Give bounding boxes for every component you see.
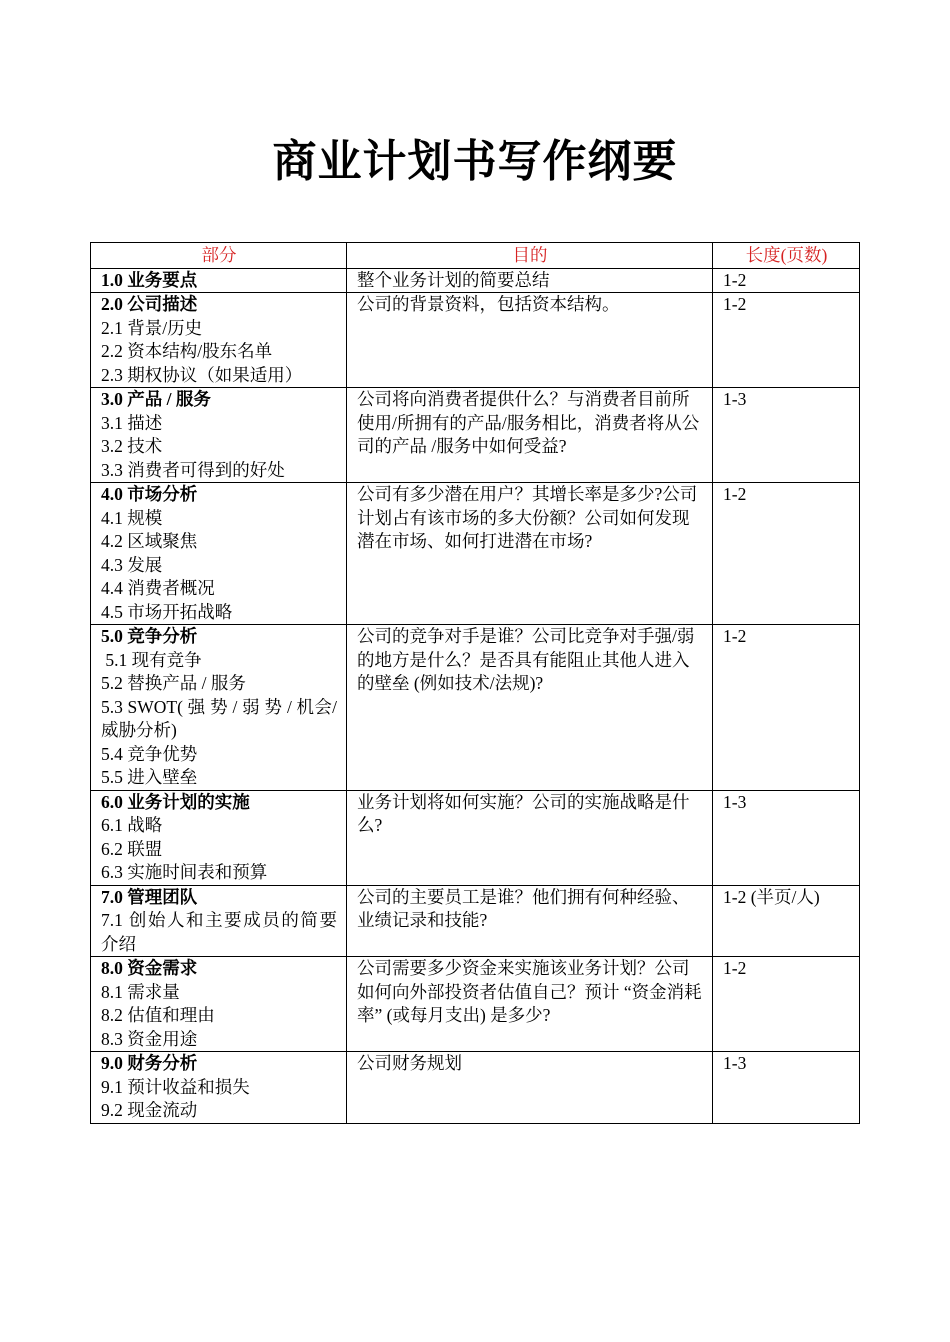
section-heading: 3.0 产品 / 服务 (101, 389, 211, 409)
table-row (91, 957, 860, 1052)
subsection-item: 6.1 战略 (101, 815, 163, 835)
header-length: 长度(页数) (713, 243, 860, 269)
part-cell (91, 1052, 347, 1124)
part-cell (91, 268, 347, 293)
part-cell (91, 957, 347, 1052)
section-heading: 2.0 公司描述 (101, 294, 198, 314)
subsection-item: 4.4 消费者概况 (101, 578, 215, 598)
part-cell (91, 388, 347, 483)
length-cell: 1-2 (半页/人) (713, 885, 860, 957)
section-heading: 7.0 管理团队 (101, 886, 198, 907)
subsection-item: 2.1 背景/历史 (101, 317, 203, 338)
subsection-item: 4.2 区域聚焦 (101, 531, 198, 551)
table-row (91, 293, 860, 388)
table-row (91, 268, 860, 293)
purpose-cell: 整个业务计划的简要总结 (347, 268, 713, 293)
subsection-item: 9.1 预计收益和损失 (101, 1076, 250, 1097)
length-cell: 1-3 (713, 388, 860, 483)
length-cell: 1-2 (713, 483, 860, 625)
subsection-item: 5.4 竞争优势 (101, 743, 198, 764)
purpose-cell: 公司有多少潜在用户？其增长率是多少?公司计划占有该市场的多大份额？公司如何发现潜在市场、如何打进潜在市场? (347, 483, 713, 625)
subsection-item: 4.3 发展 (101, 554, 163, 575)
section-heading: 9.0 财务分析 (101, 1053, 198, 1073)
purpose-cell: 公司需要多少资金来实施该业务计划？公司如何向外部投资者估值自己？预计 “资金消耗率” (或每月支出) 是多少? (347, 957, 713, 1052)
length-cell: 1-3 (713, 790, 860, 885)
part-cell (91, 885, 347, 957)
subsection-item: 8.2 估值和理由 (101, 1005, 215, 1025)
subsection-item: 5.3 SWOT( 强 势 / 弱 势 / 机会/威胁分析) (101, 696, 337, 740)
subsection-item: 7.1 创始人和主要成员的简要介绍 (101, 910, 337, 954)
table-row (91, 1052, 860, 1124)
purpose-cell: 公司财务规划 (347, 1052, 713, 1124)
part-cell (91, 293, 347, 388)
header-purpose: 目的 (347, 243, 713, 269)
table-row (91, 388, 860, 483)
part-cell (91, 790, 347, 885)
subsection-item: 3.2 技术 (101, 436, 163, 456)
section-heading: 1.0 业务要点 (101, 269, 198, 290)
subsection-item: 5.2 替换产品 / 服务 (101, 673, 246, 693)
length-cell: 1-2 (713, 625, 860, 791)
part-cell (91, 483, 347, 625)
length-cell: 1-3 (713, 1052, 860, 1124)
purpose-cell: 业务计划将如何实施？公司的实施战略是什么? (347, 790, 713, 885)
section-heading: 6.0 业务计划的实施 (101, 791, 250, 812)
table-row (91, 483, 860, 625)
subsection-item: 6.3 实施时间表和预算 (101, 862, 268, 882)
purpose-cell: 公司将向消费者提供什么？与消费者目前所使用/所拥有的产品/服务相比，消费者将从公司的产品 /服务中如何受益? (347, 388, 713, 483)
purpose-cell: 公司的背景资料，包括资本结构。 (347, 293, 713, 388)
subsection-item: 6.2 联盟 (101, 838, 163, 859)
subsection-item: 5.5 进入壁垒 (101, 767, 198, 787)
subsection-item: 4.5 市场开拓战略 (101, 601, 233, 622)
part-cell (91, 625, 347, 791)
subsection-item: 2.3 期权协议（如果适用） (101, 364, 303, 385)
subsection-item: 4.1 规模 (101, 507, 163, 528)
subsection-item: 5.1 现有竞争 (101, 649, 202, 670)
outline-table (90, 242, 860, 1124)
section-heading: 4.0 市场分析 (101, 484, 198, 504)
table-row (91, 790, 860, 885)
table-header-row (91, 243, 860, 269)
page-title: 商业计划书写作纲要 (272, 136, 678, 187)
purpose-cell: 公司的主要员工是谁？他们拥有何种经验、业绩记录和技能? (347, 885, 713, 957)
subsection-item: 2.2 资本结构/股东名单 (101, 341, 273, 361)
subsection-item: 8.3 资金用途 (101, 1028, 198, 1049)
table-row (91, 885, 860, 957)
subsection-item: 3.1 描述 (101, 412, 163, 433)
subsection-item: 8.1 需求量 (101, 981, 180, 1002)
section-heading: 8.0 资金需求 (101, 958, 198, 978)
table-row (91, 625, 860, 791)
header-part: 部分 (91, 243, 347, 269)
subsection-item: 3.3 消费者可得到的好处 (101, 459, 285, 480)
subsection-item: 9.2 现金流动 (101, 1100, 198, 1120)
section-heading: 5.0 竞争分析 (101, 626, 198, 646)
length-cell: 1-2 (713, 957, 860, 1052)
purpose-cell: 公司的竞争对手是谁？公司比竞争对手强/弱的地方是什么？是否具有能阻止其他人进入的壁垒 (例如技术/法规)? (347, 625, 713, 791)
length-cell: 1-2 (713, 293, 860, 388)
length-cell: 1-2 (713, 268, 860, 293)
